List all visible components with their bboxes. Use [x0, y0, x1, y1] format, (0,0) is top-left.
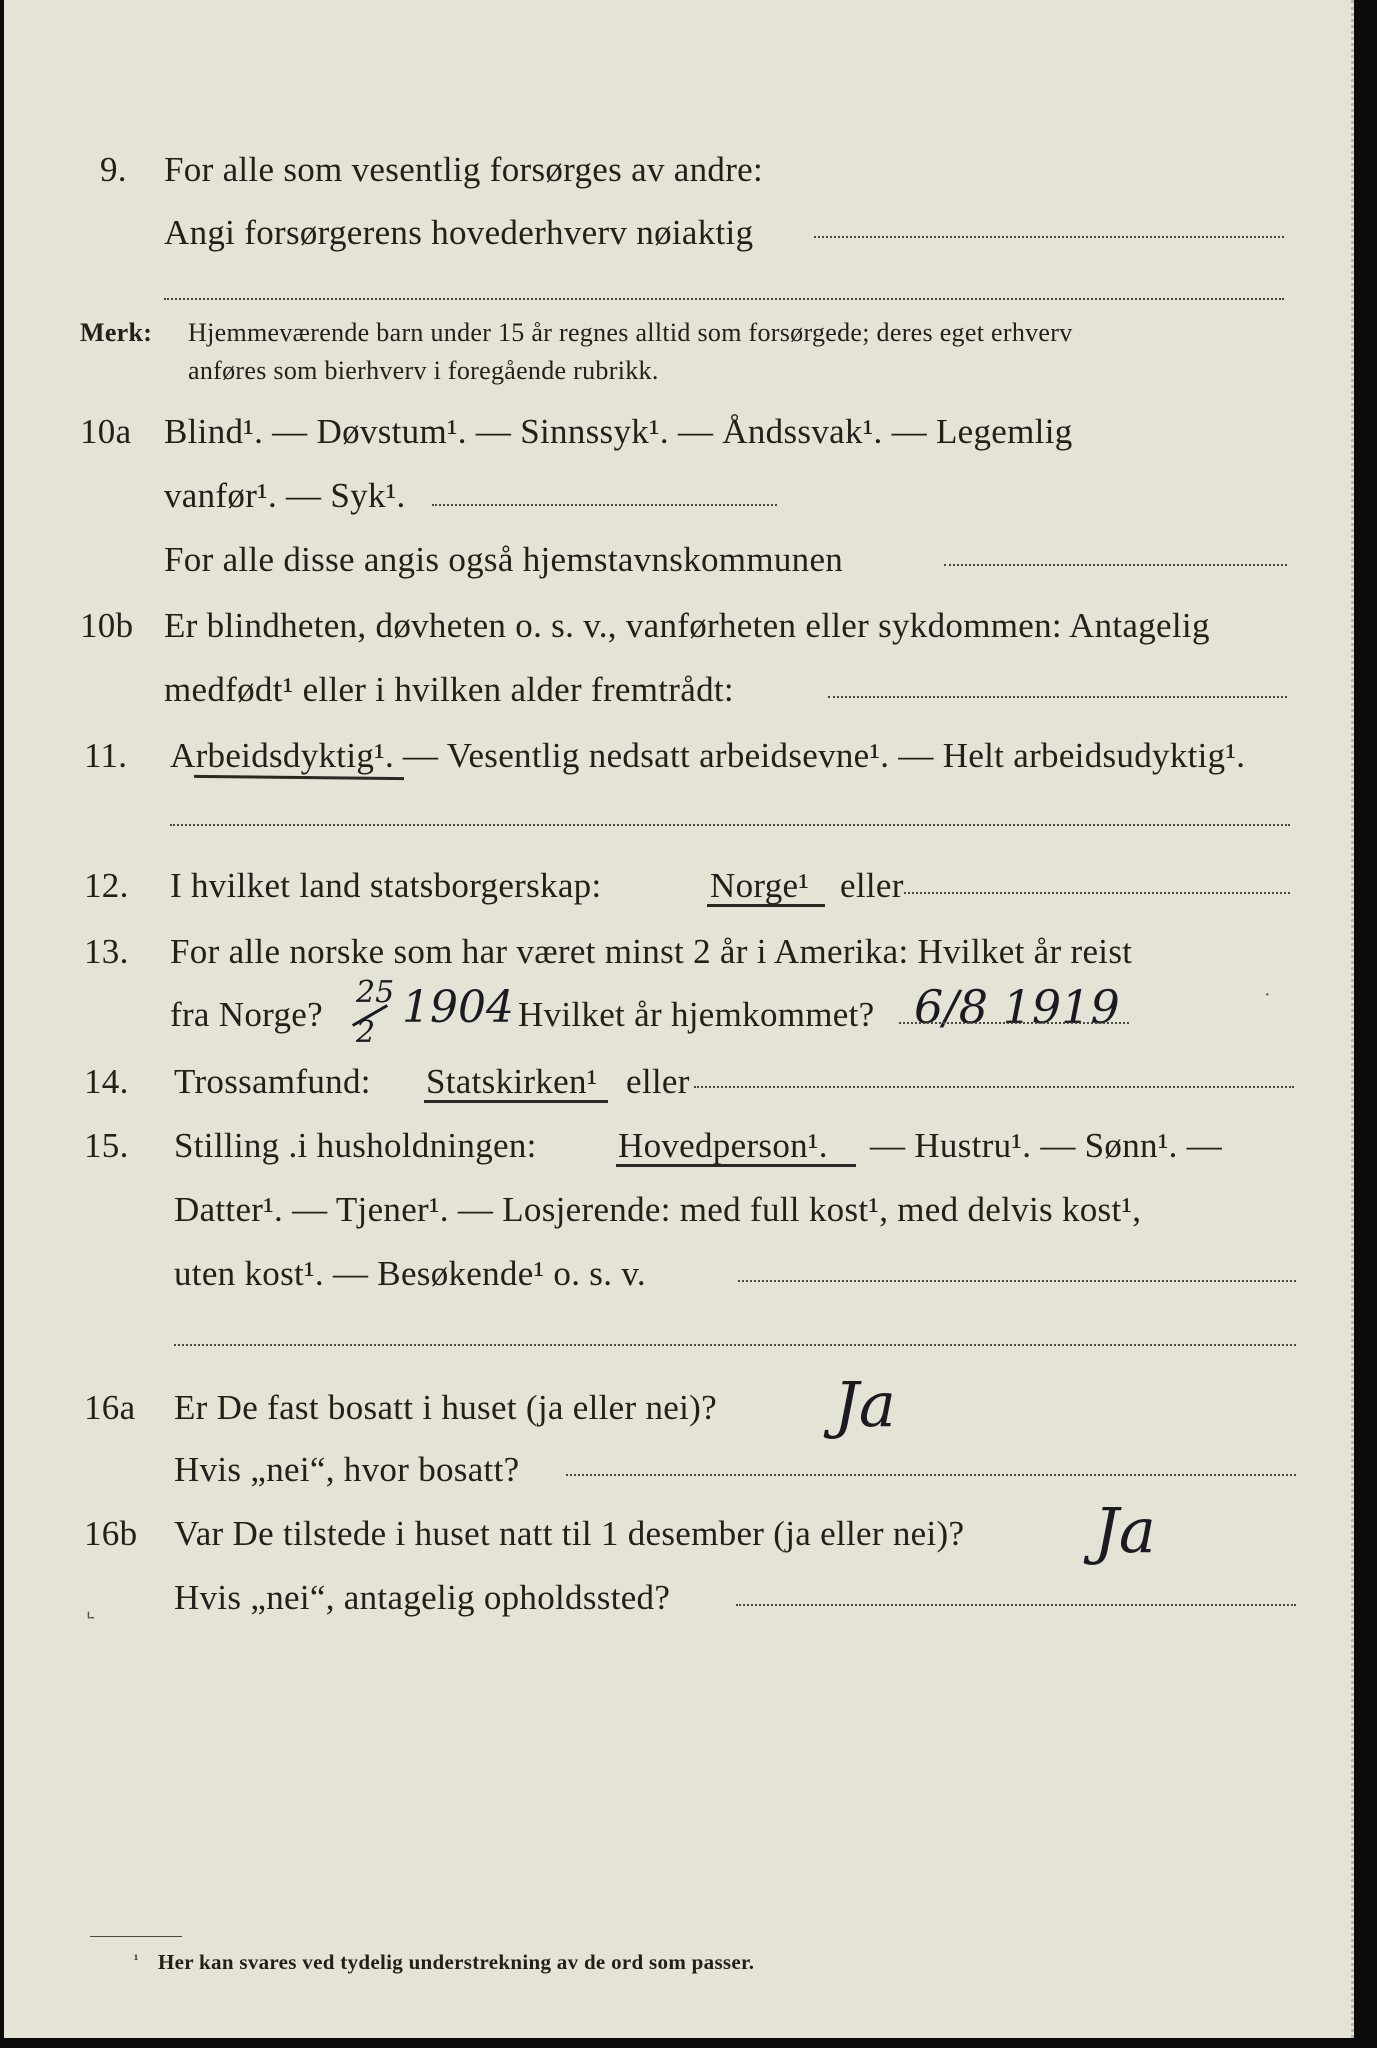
merk-line2: anføres som bierhverv i foregående rubrikk.: [188, 356, 659, 385]
merk-label: Merk:: [80, 318, 153, 347]
q15-answer-line: [738, 1280, 1296, 1282]
q15-number: 15.: [84, 1126, 129, 1165]
q15-line1-suffix: — Hustru¹. — Sønn¹. —: [870, 1126, 1223, 1165]
q15-line1-prefix: Stilling .i husholdningen:: [174, 1126, 537, 1165]
q13-number: 13.: [84, 932, 129, 971]
footnote-text: Her kan svares ved tydelig understrekning av de ord som passer.: [158, 1950, 755, 1974]
q16b-line2: Hvis „nei“, antagelig opholdssted?: [174, 1578, 671, 1617]
merk-line1: Hjemmeværende barn under 15 år regnes alltid som forsørgede; deres eget erhverv: [188, 318, 1073, 347]
q15-hovedperson: Hovedperson¹.: [618, 1126, 828, 1165]
footnote-mark: ¹: [134, 1953, 139, 1968]
q14-underline-statskirken: [424, 1100, 608, 1103]
q9-answer-line: [814, 236, 1284, 238]
stray-dot: ·: [1264, 984, 1271, 1006]
q13-hw-day: 25: [356, 975, 395, 1010]
footnote-rule: [90, 1936, 182, 1937]
q10a-line1: Blind¹. — Døvstum¹. — Sinnssyk¹. — Åndssvak¹. — Legemlig: [164, 412, 1073, 451]
q12-answer-line: [904, 892, 1290, 894]
q12-suffix: eller: [840, 866, 904, 905]
q10a-line2: vanfør¹. — Syk¹.: [164, 476, 406, 515]
q11-underline-arbeidsdyktig: [194, 775, 404, 780]
q14-number: 14.: [84, 1062, 129, 1101]
q16a-answer-line: [566, 1474, 1296, 1476]
q13-line1: For alle norske som har været minst 2 år i Amerika: Hvilket år reist: [170, 932, 1133, 971]
q9-line2: Angi forsørgerens hovederhverv nøiaktig: [164, 213, 754, 252]
q14-suffix: eller: [626, 1062, 690, 1101]
q12-norge: Norge¹: [710, 866, 810, 905]
q14-kirke: Statskirken¹: [426, 1062, 598, 1101]
q13-return-label: Hvilket år hjemkommet?: [518, 995, 875, 1034]
q11-number: 11.: [84, 736, 128, 775]
q15-line3: uten kost¹. — Besøkende¹ o. s. v.: [174, 1254, 646, 1293]
q12-prefix: I hvilket land statsborgerskap:: [170, 866, 602, 905]
q13-hw-year: 1904: [402, 982, 514, 1033]
q14-answer-line: [694, 1086, 1294, 1088]
q11-text: Arbeidsdyktig¹. — Vesentlig nedsatt arbeidsevne¹. — Helt arbeidsudyktig¹.: [170, 736, 1246, 775]
q10a-line3: For alle disse angis også hjemstavnskommunen: [164, 540, 844, 579]
census-form-page: [4, 0, 1354, 2038]
q15-line2: Datter¹. — Tjener¹. — Losjerende: med full kost¹, med delvis kost¹,: [174, 1190, 1142, 1229]
q10b-line2: medfødt¹ eller i hvilken alder fremtrådt:: [164, 670, 734, 709]
q16a-line2: Hvis „nei“, hvor bosatt?: [174, 1450, 520, 1489]
q10b-number: 10b: [80, 606, 134, 645]
margin-mark: ⌞: [86, 1600, 96, 1622]
q16a-hw-answer: Ja: [834, 1368, 896, 1441]
q14-prefix: Trossamfund:: [174, 1062, 371, 1101]
q15-underline-hovedperson: [616, 1164, 856, 1167]
q13-return-line: [899, 1022, 1129, 1024]
q13-hw-return: 6/8 1919: [914, 980, 1120, 1034]
q10b-answer-line: [828, 696, 1287, 698]
q16b-number: 16b: [84, 1514, 138, 1553]
q12-underline-norge: [707, 904, 825, 907]
q16b-hw-answer: Ja: [1094, 1494, 1156, 1567]
q9-answer-line-2: [164, 298, 1284, 300]
q16a-line1: Er De fast bosatt i huset (ja eller nei)?: [174, 1388, 717, 1427]
q9-line1: For alle som vesentlig forsørges av andre:: [164, 150, 764, 189]
q16b-answer-line: [736, 1604, 1296, 1606]
q10b-line1: Er blindheten, døvheten o. s. v., vanførheten eller sykdommen: Antagelig: [164, 606, 1210, 645]
q16a-number: 16a: [84, 1388, 136, 1427]
q9-number: 9.: [100, 150, 127, 189]
q11-answer-line: [170, 824, 1290, 826]
q13-from-label: fra Norge?: [170, 995, 323, 1034]
q15-answer-line-2: [174, 1344, 1296, 1346]
q13-hw-month: 2: [356, 1015, 376, 1050]
q10a-answer-line: [432, 504, 777, 506]
q10a-hjemstavn-line: [944, 564, 1287, 566]
q16b-line1: Var De tilstede i huset natt til 1 desember (ja eller nei)?: [174, 1514, 965, 1553]
q12-number: 12.: [84, 866, 129, 905]
q10a-number: 10a: [80, 412, 132, 451]
